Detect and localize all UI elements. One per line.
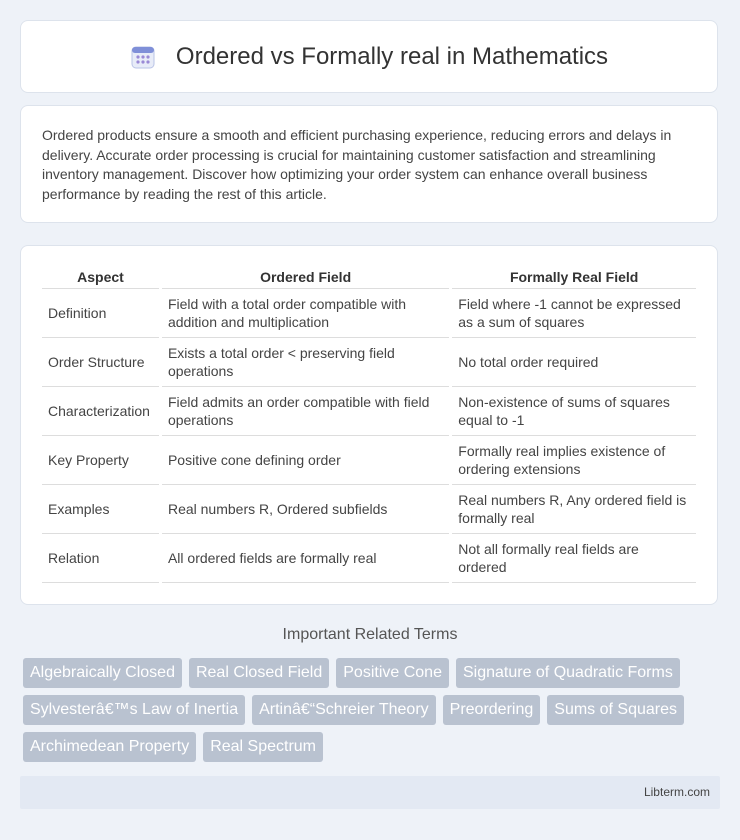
table-cell: Key Property xyxy=(42,436,159,485)
table-cell: Field admits an order compatible with field operations xyxy=(162,387,449,436)
column-header-ordered-field: Ordered Field xyxy=(162,266,449,289)
table-cell: Real numbers R, Any ordered field is formally real xyxy=(452,485,696,534)
table-row xyxy=(42,436,696,485)
table-cell: All ordered fields are formally real xyxy=(162,534,449,583)
table-row xyxy=(42,289,696,338)
table-cell: Real numbers R, Ordered subfields xyxy=(162,485,449,534)
table-header-row xyxy=(42,266,696,289)
related-term-tag[interactable]: Algebraically Closed xyxy=(23,658,182,688)
related-term-tag[interactable]: Artinâ€“Schreier Theory xyxy=(252,695,436,725)
intro-text: Ordered products ensure a smooth and efficient purchasing experience, reducing errors and delays in delivery. Accurate order processing is crucial for maintaining customer satisfaction and streamlining inventory management. Discover how optimizing your order system can enhance overall business performance by reading the rest of this article. xyxy=(42,127,672,202)
table-row xyxy=(42,534,696,583)
related-term-tag[interactable]: Preordering xyxy=(443,695,541,725)
related-term-tag[interactable]: Real Spectrum xyxy=(203,732,323,762)
table-cell: Exists a total order < preserving field operations xyxy=(162,338,449,387)
table-cell: Field with a total order compatible with addition and multiplication xyxy=(162,289,449,338)
page-title: Ordered vs Formally real in Mathematics xyxy=(175,42,609,70)
table-row xyxy=(42,338,696,387)
column-header-formally-real-field: Formally Real Field xyxy=(452,266,696,289)
table-cell: No total order required xyxy=(452,338,696,387)
table-cell: Not all formally real fields are ordered xyxy=(452,534,696,583)
related-term-tag[interactable]: Sums of Squares xyxy=(547,695,684,725)
comparison-table xyxy=(39,266,699,583)
footer-site-link[interactable]: Libterm.com xyxy=(643,785,710,799)
table-cell: Formally real implies existence of ordering extensions xyxy=(452,436,696,485)
table-cell: Order Structure xyxy=(42,338,159,387)
related-term-tag[interactable]: Positive Cone xyxy=(336,658,449,688)
table-cell: Definition xyxy=(42,289,159,338)
table-cell: Non-existence of sums of squares equal to -1 xyxy=(452,387,696,436)
column-header-aspect: Aspect xyxy=(42,266,159,289)
calendar-icon xyxy=(130,44,156,70)
related-terms-list xyxy=(23,658,703,762)
table-cell: Examples xyxy=(42,485,159,534)
comparison-table-card xyxy=(20,245,718,605)
table-cell: Positive cone defining order xyxy=(162,436,449,485)
table-cell: Characterization xyxy=(42,387,159,436)
related-terms-title: Important Related Terms xyxy=(282,626,458,643)
related-term-tag[interactable]: Real Closed Field xyxy=(189,658,329,688)
related-term-tag[interactable]: Sylvesterâ€™s Law of Inertia xyxy=(23,695,245,725)
table-row xyxy=(42,387,696,436)
intro-card xyxy=(20,105,718,223)
header-card xyxy=(20,20,718,93)
table-cell: Field where -1 cannot be expressed as a sum of squares xyxy=(452,289,696,338)
table-row xyxy=(42,485,696,534)
footer-bar xyxy=(20,776,720,809)
related-term-tag[interactable]: Signature of Quadratic Forms xyxy=(456,658,680,688)
table-cell: Relation xyxy=(42,534,159,583)
related-term-tag[interactable]: Archimedean Property xyxy=(23,732,196,762)
